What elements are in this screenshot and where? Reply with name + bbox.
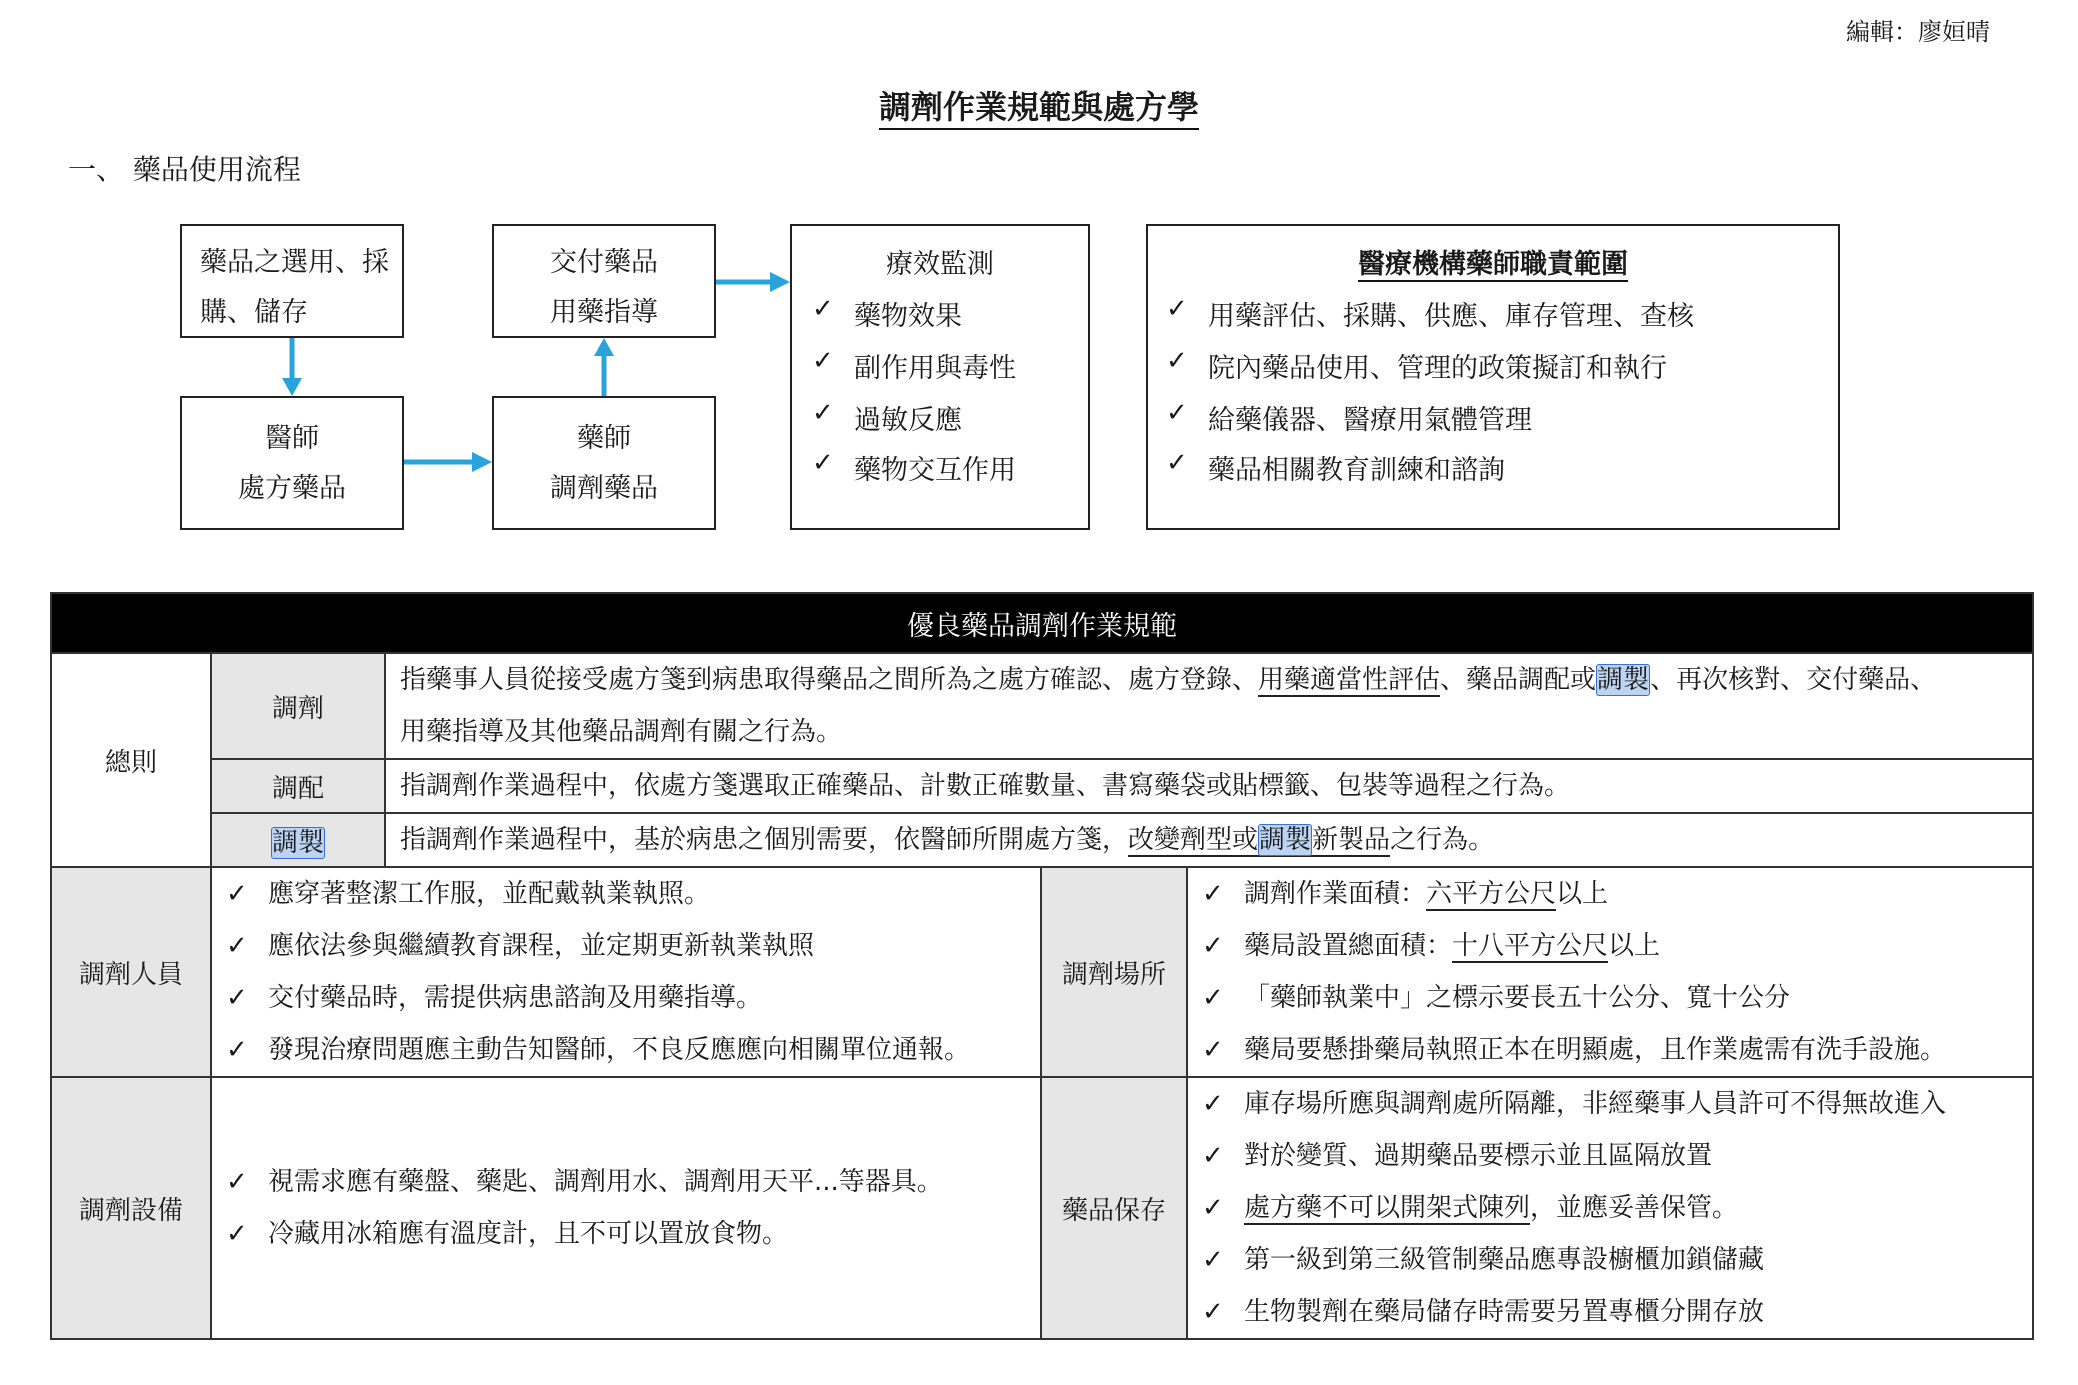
equipment-item-text: 冷藏用冰箱應有溫度計，且不可以置放食物。 — [268, 1219, 789, 1249]
check-icon: ✓ — [1202, 1141, 1224, 1171]
allocate-description: 指調劑作業過程中，依處方箋選取正確藥品、計數正確數量、書寫藥袋或貼標籤、包裝等過程之行為。 — [385, 759, 2033, 813]
flow-box-selection-line2: 購、儲存 — [200, 297, 308, 328]
place-item-text: 藥局要懸掛藥局執照正本在明顯處，且作業處需有洗手設施。 — [1244, 1035, 1947, 1065]
place-item-text: 「藥師執業中」之標示要長五十公分、寬十公分 — [1244, 983, 1791, 1013]
table-title: 優良藥品調劑作業規範 — [51, 593, 2033, 653]
dispense-text: 、藥品調配或 — [1440, 665, 1597, 695]
staff-item-text: 發現治療問題應主動告知醫師，不良反應應向相關單位通報。 — [268, 1035, 971, 1065]
highlighted-term: 調製 — [1597, 665, 1650, 695]
list-item — [1188, 1024, 2032, 1076]
underlined-term: 用藥適當性評估 — [1258, 665, 1441, 695]
check-icon: ✓ — [226, 1219, 248, 1249]
staff-label: 調劑人員 — [51, 867, 211, 1077]
scope-item: 藥品相關教育訓練和諮詢 — [1208, 455, 1505, 486]
storage-item-text: 庫存場所應與調劑處所隔離，非經藥事人員許可不得無故進入 — [1244, 1089, 1947, 1119]
flow-box-pharmacist-line1: 藥師 — [577, 423, 631, 454]
page-title-text: 調劑作業規範與處方學 — [879, 88, 1199, 130]
staff-item-text: 應穿著整潔工作服，並配戴執業執照。 — [268, 879, 711, 909]
check-icon: ✓ — [1202, 1193, 1224, 1223]
staff-list — [211, 867, 1041, 1077]
storage-item-text: ，並應妥善保管。 — [1530, 1193, 1739, 1223]
dispense-text: 用藥指導及其他藥品調劑有關之行為。 — [400, 717, 843, 747]
check-icon: ✓ — [1166, 398, 1188, 428]
flow-box-pharmacist-scope — [1146, 224, 1840, 530]
underlined-term — [1128, 825, 1390, 857]
check-icon: ✓ — [226, 983, 248, 1013]
place-item-text: 藥局設置總面積： — [1244, 931, 1453, 961]
storage-item-text: 對於變質、過期藥品要標示並且區隔放置 — [1244, 1141, 1713, 1171]
editor-credit: 編輯：廖姮晴 — [1846, 18, 1990, 46]
place-list — [1187, 867, 2033, 1077]
compound-text: 新製品 — [1312, 825, 1391, 855]
arrow-down-icon — [270, 338, 314, 396]
compound-description — [385, 813, 2033, 867]
monitoring-item: 藥物效果 — [854, 301, 962, 332]
flow-box-selection-line1: 藥品之選用、採 — [200, 247, 389, 278]
list-item — [212, 868, 1040, 920]
check-icon: ✓ — [1166, 346, 1188, 376]
monitoring-title: 療效監測 — [886, 249, 994, 280]
underlined-term: 六平方公尺 — [1426, 879, 1557, 909]
list-item — [212, 972, 1040, 1024]
monitoring-item: 藥物交互作用 — [854, 455, 1016, 486]
check-icon: ✓ — [226, 879, 248, 909]
monitoring-item: 副作用與毒性 — [854, 353, 1016, 384]
flow-box-delivery — [492, 224, 716, 338]
list-item — [212, 920, 1040, 972]
list-item — [1188, 1234, 2032, 1286]
gpp-table — [50, 592, 2032, 1336]
dispense-description — [385, 653, 2033, 759]
compound-text: 指調劑作業過程中，基於病患之個別需要，依醫師所開處方箋， — [400, 825, 1129, 855]
check-icon: ✓ — [812, 294, 834, 324]
storage-label: 藥品保存 — [1041, 1077, 1187, 1339]
check-icon: ✓ — [1202, 1297, 1224, 1327]
highlighted-term: 調製 — [1259, 825, 1312, 855]
equipment-list — [211, 1077, 1041, 1339]
check-icon: ✓ — [1202, 1035, 1224, 1065]
check-icon: ✓ — [1166, 448, 1188, 478]
place-item-text: 以上 — [1556, 879, 1609, 909]
underlined-term: 處方藥不可以開架式陳列 — [1244, 1193, 1531, 1223]
flow-box-physician — [180, 396, 404, 530]
flow-box-physician-line2: 處方藥品 — [238, 473, 346, 504]
list-item — [1188, 868, 2032, 920]
list-item — [1188, 1078, 2032, 1130]
flow-box-pharmacist-line2: 調劑藥品 — [550, 473, 658, 504]
check-icon: ✓ — [1166, 294, 1188, 324]
check-icon: ✓ — [1202, 1089, 1224, 1119]
equipment-label: 調劑設備 — [51, 1077, 211, 1339]
storage-item-text: 第一級到第三級管制藥品應專設櫥櫃加鎖儲藏 — [1244, 1245, 1765, 1275]
scope-title — [1148, 242, 1838, 281]
list-item — [1188, 972, 2032, 1024]
list-item — [212, 1156, 1040, 1208]
dispense-text: 、再次核對、交付藥品、 — [1650, 665, 1937, 695]
staff-item-text: 交付藥品時，需提供病患諮詢及用藥指導。 — [268, 983, 763, 1013]
check-icon: ✓ — [1202, 983, 1224, 1013]
dispense-text: 指藥事人員從接受處方箋到病患取得藥品之間所為之處方確認、處方登錄、 — [400, 665, 1259, 695]
flow-box-physician-line1: 醫師 — [265, 423, 319, 454]
place-item-text: 以上 — [1608, 931, 1661, 961]
flow-box-delivery-line2: 用藥指導 — [550, 297, 658, 328]
list-item — [1188, 920, 2032, 972]
storage-list — [1187, 1077, 2033, 1339]
check-icon: ✓ — [226, 931, 248, 961]
arrow-up-icon — [582, 338, 626, 396]
allocate-label: 調配 — [211, 759, 385, 813]
compound-text: 改變劑型或 — [1128, 825, 1259, 855]
section-heading: 一、 藥品使用流程 — [68, 153, 301, 186]
check-icon: ✓ — [812, 398, 834, 428]
check-icon: ✓ — [226, 1167, 248, 1197]
arrow-right-icon — [716, 262, 790, 302]
scope-item: 給藥儀器、醫療用氣體管理 — [1208, 405, 1532, 436]
flow-box-delivery-line1: 交付藥品 — [550, 247, 658, 278]
flow-box-pharmacist — [492, 396, 716, 530]
place-item-text: 調劑作業面積： — [1244, 879, 1427, 909]
place-label: 調劑場所 — [1041, 867, 1187, 1077]
check-icon: ✓ — [812, 346, 834, 376]
check-icon: ✓ — [1202, 1245, 1224, 1275]
dispense-label: 調劑 — [211, 653, 385, 759]
page-title — [0, 82, 2078, 128]
arrow-right-icon — [404, 442, 492, 482]
list-item — [1188, 1130, 2032, 1182]
highlighted-term: 調製 — [271, 827, 324, 858]
list-item — [1188, 1182, 2032, 1234]
scope-item: 院內藥品使用、管理的政策擬訂和執行 — [1208, 353, 1667, 384]
underlined-term: 十八平方公尺 — [1452, 931, 1609, 961]
check-icon: ✓ — [812, 448, 834, 478]
staff-item-text: 應依法參與繼續教育課程，並定期更新執業執照 — [268, 931, 815, 961]
storage-item-text: 生物製劑在藥局儲存時需要另置專櫃分開存放 — [1244, 1297, 1765, 1327]
general-label: 總則 — [51, 653, 211, 867]
equipment-item-text: 視需求應有藥盤、藥匙、調劑用水、調劑用天平...等器具。 — [268, 1167, 943, 1197]
list-item — [212, 1024, 1040, 1076]
compound-text: 之行為。 — [1390, 825, 1495, 855]
flow-box-selection — [180, 224, 404, 338]
scope-title-text: 醫療機構藥師職責範圍 — [1358, 249, 1628, 280]
list-item — [1188, 1286, 2032, 1338]
compound-label — [211, 813, 385, 867]
scope-item: 用藥評估、採購、供應、庫存管理、查核 — [1208, 301, 1694, 332]
check-icon: ✓ — [1202, 931, 1224, 961]
flow-box-monitoring — [790, 224, 1090, 530]
monitoring-item: 過敏反應 — [854, 405, 962, 436]
list-item — [212, 1208, 1040, 1260]
check-icon: ✓ — [1202, 879, 1224, 909]
check-icon: ✓ — [226, 1035, 248, 1065]
